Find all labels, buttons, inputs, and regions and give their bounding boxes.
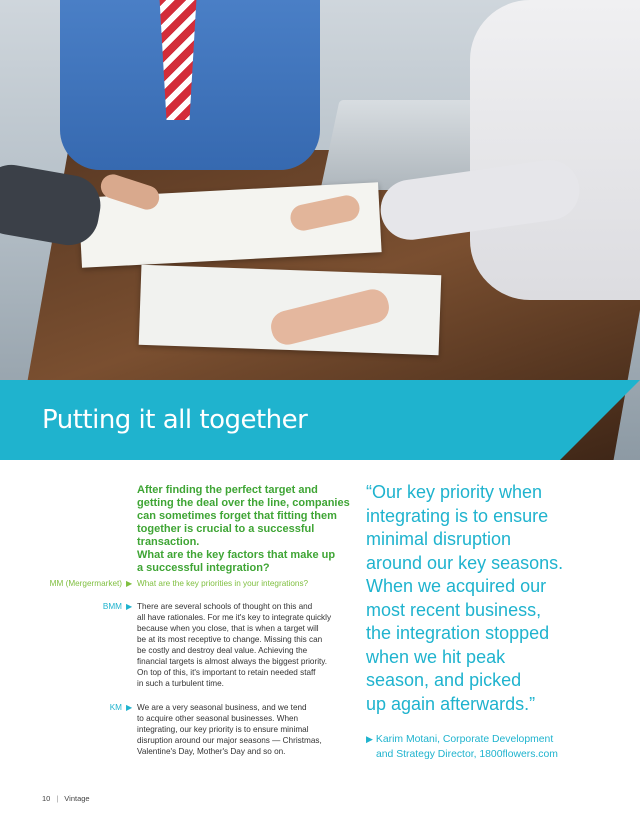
qa-line: We are a very seasonal business, and we tend	[137, 703, 307, 712]
qa-line: in such a turbulent time.	[137, 679, 224, 688]
quote-line: around our key seasons.	[366, 552, 564, 573]
quote-line: season, and picked	[366, 670, 522, 690]
qa-line: There are several schools of thought on this and	[137, 602, 313, 611]
qa-line: Valentine's Day, Mother's Day and so on.	[137, 747, 286, 756]
intro-line: can sometimes forget that fitting them	[137, 510, 337, 522]
quote-line: minimal disruption	[366, 529, 512, 549]
pull-quote	[366, 481, 628, 716]
qa-text	[137, 601, 359, 689]
quote-line: When we acquired our	[366, 576, 547, 596]
intro-line: After finding the perfect target and	[137, 484, 318, 496]
page-number: 10	[42, 794, 51, 803]
qa-line: integrating, our key priority is to ensure minimal	[137, 725, 309, 734]
intro-line: What are the key factors that make up	[137, 549, 336, 561]
play-arrow-icon: ▶	[126, 703, 133, 712]
intro-line: together is crucial to a successful transaction.	[137, 523, 315, 548]
intro-line: a successful integration?	[137, 562, 270, 574]
speaker-label: BMM	[102, 602, 122, 611]
intro-line: getting the deal over the line, companies	[137, 497, 350, 509]
play-arrow-icon: ▶	[366, 734, 373, 744]
quote-line: integrating is to ensure	[366, 505, 549, 526]
footer-separator: |	[56, 794, 59, 803]
play-arrow-icon: ▶	[126, 579, 133, 588]
publication-name: Vintage	[64, 794, 90, 803]
speaker-label: MM (Mergermarket)	[49, 579, 122, 588]
qa-line: What are the key priorities in your integrations?	[137, 579, 309, 588]
qa-line: all have rationales. For me it's key to integrate quickly	[137, 613, 332, 622]
quote-line: “Our key priority when	[366, 482, 543, 502]
quote-attribution	[366, 732, 558, 762]
qa-line: because when you close, that is when a target will	[137, 624, 319, 633]
qa-line: be costly and destroy deal value. Achieving the	[137, 646, 308, 655]
qa-line: disruption around our major seasons — Christmas,	[137, 736, 322, 745]
play-arrow-icon: ▶	[126, 602, 133, 611]
quote-line: up again afterwards.”	[366, 693, 536, 714]
quote-line: most recent business,	[366, 599, 542, 620]
photo-person-right	[470, 0, 640, 300]
section-title: Putting it all together	[42, 405, 308, 435]
qa-line: On top of this, it's important to retain needed staff	[137, 668, 316, 677]
speaker-label: KM	[109, 703, 122, 712]
qa-line: financial targets is almost always the biggest priority.	[137, 657, 328, 666]
quote-line: the integration stopped	[366, 623, 550, 643]
quote-line: when we hit peak	[366, 646, 506, 667]
qa-text	[137, 578, 359, 589]
attribution-line: Karim Motani, Corporate Development	[375, 734, 554, 745]
qa-line: be at its most receptive to change. Missing this can	[137, 635, 323, 644]
intro-paragraph	[137, 484, 369, 575]
attribution-line: and Strategy Director, 1800flowers.com	[376, 749, 558, 760]
qa-line: to acquire other seasonal businesses. When	[137, 714, 299, 723]
page-footer	[42, 794, 90, 803]
qa-text	[137, 702, 359, 757]
